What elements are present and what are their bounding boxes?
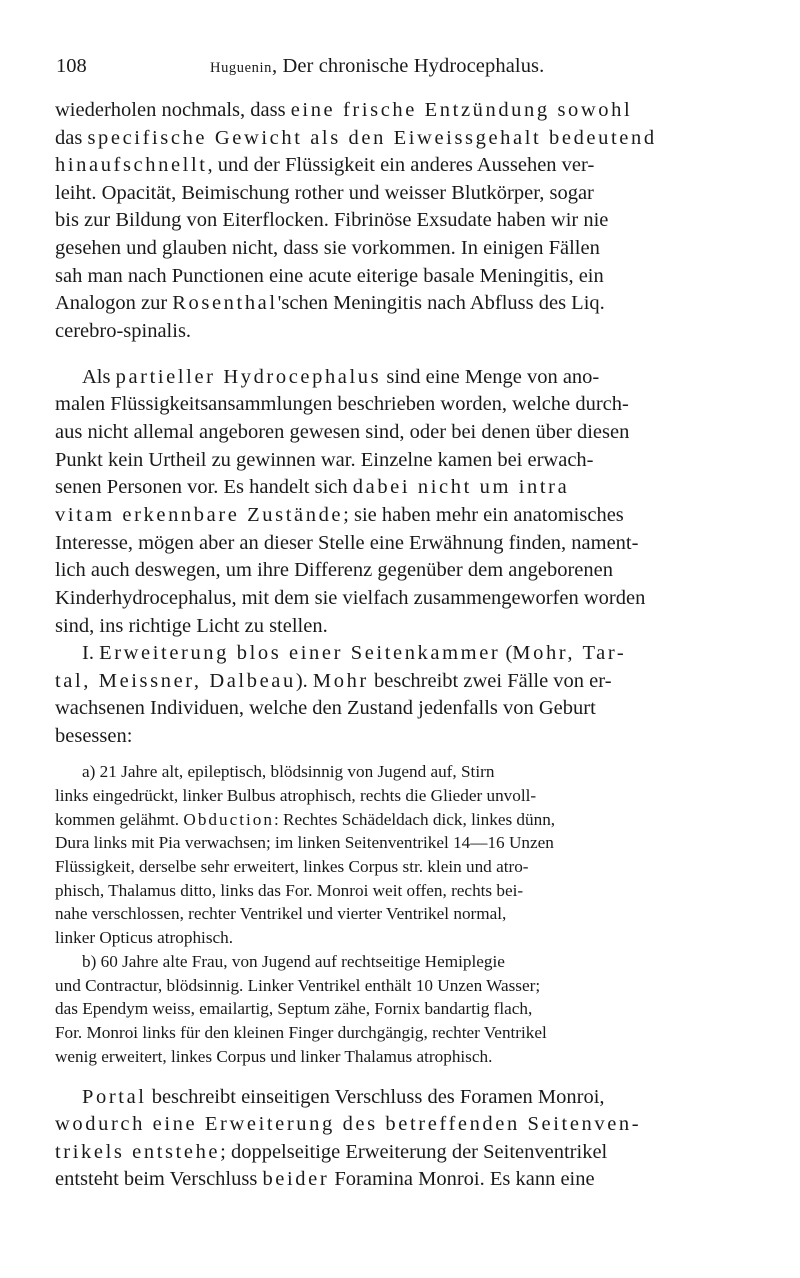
text-line: tal, Meissner, Dalbeau). Mohr beschreibt zwei Fälle von er- (55, 670, 612, 692)
text-line: Interesse, mögen aber an dieser Stelle eine Erwähnung finden, nament- (55, 532, 639, 554)
case-line: kommen gelähmt. Obduction: Rechtes Schädeldach dick, linkes dünn, (55, 810, 556, 829)
text-line: lich auch deswegen, um ihre Differenz gegenüber dem angeborenen (55, 559, 614, 581)
text-line: trikels entstehe; doppelseitige Erweiterung der Seitenventrikel (55, 1141, 608, 1163)
running-header (52, 50, 752, 82)
text-line: senen Personen vor. Es handelt sich dabei nicht um intra (55, 476, 570, 498)
case-line: Dura links mit Pia verwachsen; im linken Seitenventrikel 14—16 Unzen (55, 833, 554, 852)
case-line: und Contractur, blödsinnig. Linker Ventrikel enthält 10 Unzen Wasser; (55, 976, 541, 995)
page-number: 108 (56, 55, 87, 77)
text-line: leiht. Opacität, Beimischung rother und weisser Blutkörper, sogar (55, 182, 594, 204)
text-line: sah man nach Punctionen eine acute eiterige basale Meningitis, ein (55, 265, 604, 287)
text-line: bis zur Bildung von Eiterflocken. Fibrinöse Exsudate haben wir nie (55, 209, 609, 231)
text-line: I. Erweiterung blos einer Seitenkammer (Mohr, Tar- (82, 642, 627, 664)
text-line: wiederholen nochmals, dass eine frische Entzündung sowohl (55, 99, 633, 121)
case-line: phisch, Thalamus ditto, links das For. Monroi weit offen, rechts bei- (55, 881, 524, 900)
text-line: Kinderhydrocephalus, mit dem sie vielfach zusammengeworfen worden (55, 587, 646, 609)
case-line: a) 21 Jahre alt, epileptisch, blödsinnig von Jugend auf, Stirn (82, 762, 495, 781)
text-line: Als partieller Hydrocephalus sind eine Menge von ano- (82, 366, 600, 388)
case-line: Flüssigkeit, derselbe sehr erweitert, linkes Corpus str. klein und atro- (55, 857, 529, 876)
case-line: linker Opticus atrophisch. (55, 928, 234, 947)
text-line: das specifische Gewicht als den Eiweissgehalt bedeutend (55, 127, 657, 149)
text-line: wodurch eine Erweiterung des betreffenden Seitenven- (55, 1113, 642, 1135)
text-line: entsteht beim Verschluss beider Foramina Monroi. Es kann eine (55, 1168, 595, 1190)
running-title (210, 50, 544, 84)
header-separator: , (272, 55, 283, 77)
text-line: vitam erkennbare Zustände; sie haben mehr ein anatomisches (55, 504, 624, 526)
text-line: besessen: (55, 725, 133, 747)
header-title: Der chronische Hydrocephalus. (282, 55, 545, 77)
case-line: For. Monroi links für den kleinen Finger durchgängig, rechter Ventrikel (55, 1023, 547, 1042)
case-line: nahe verschlossen, rechter Ventrikel und vierter Ventrikel normal, (55, 904, 507, 923)
text-line: aus nicht allemal angeboren gewesen sind, oder bei denen über diesen (55, 421, 630, 443)
case-line: das Ependym weiss, emailartig, Septum zähe, Fornix bandartig flach, (55, 999, 533, 1018)
text-line: hinaufschnellt, und der Flüssigkeit ein anderes Aussehen ver- (55, 154, 595, 176)
case-line: b) 60 Jahre alte Frau, von Jugend auf rechtseitige Hemiplegie (82, 952, 505, 971)
text-line: malen Flüssigkeitsansammlungen beschrieben worden, welche durch- (55, 393, 629, 415)
text-line: Portal beschreibt einseitigen Verschluss des Foramen Monroi, (82, 1086, 605, 1108)
text-line: gesehen und glauben nicht, dass sie vorkommen. In einigen Fällen (55, 237, 600, 259)
case-line: wenig erweitert, linkes Corpus und linker Thalamus atrophisch. (55, 1047, 493, 1066)
header-author: Huguenin (210, 60, 272, 76)
text-line: cerebro-spinalis. (55, 320, 192, 342)
text-line: sind, ins richtige Licht zu stellen. (55, 615, 328, 637)
case-line: links eingedrückt, linker Bulbus atrophisch, rechts die Glieder unvoll- (55, 786, 537, 805)
text-line: wachsenen Individuen, welche den Zustand jedenfalls von Geburt (55, 697, 596, 719)
text-line: Analogon zur Rosenthal'schen Meningitis nach Abfluss des Liq. (55, 292, 605, 314)
text-line: Punkt kein Urtheil zu gewinnen war. Einzelne kamen bei erwach- (55, 449, 594, 471)
